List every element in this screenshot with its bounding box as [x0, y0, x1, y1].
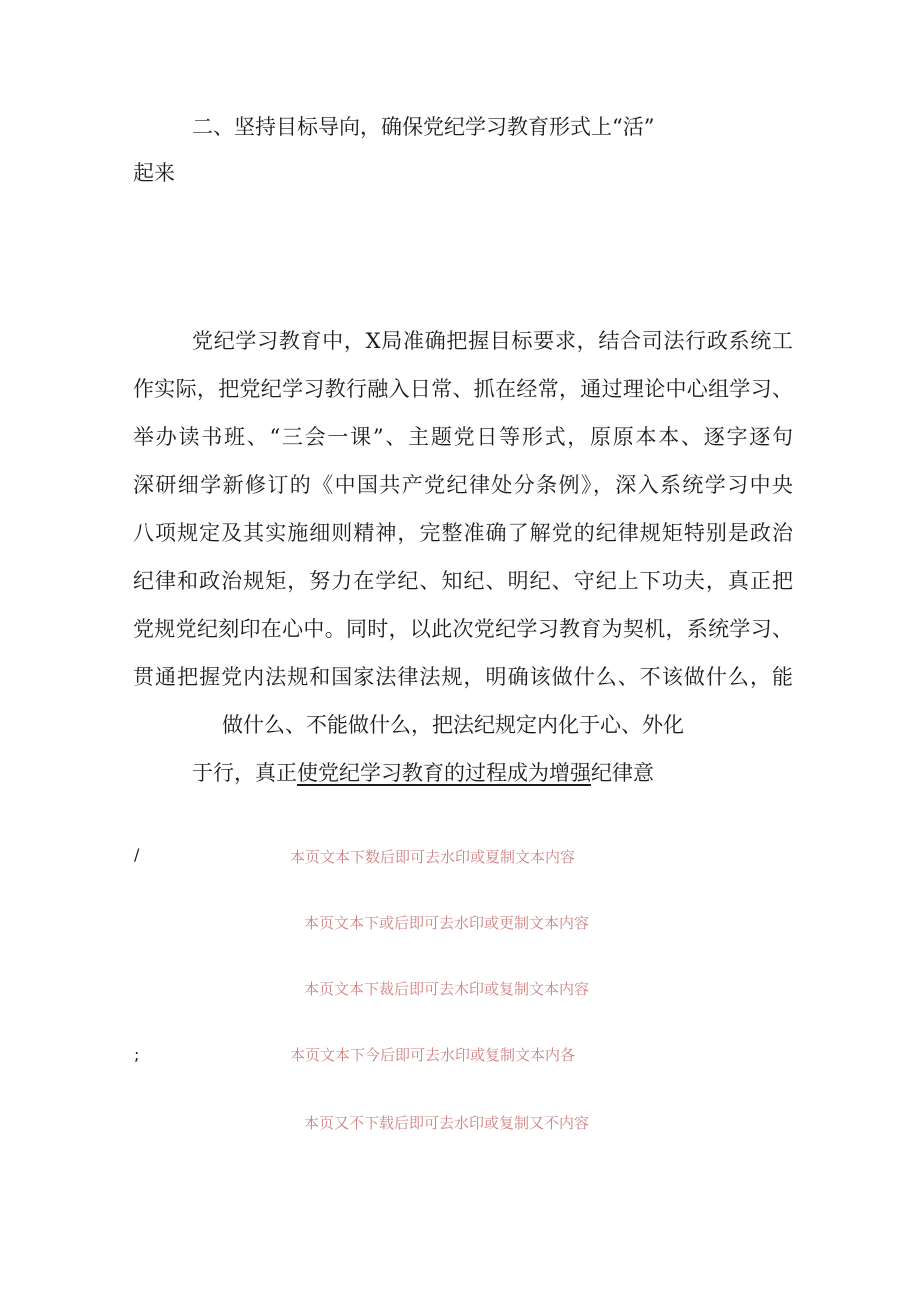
section-heading-line-2: 起来 [133, 161, 175, 185]
underlined-text: 使党纪学习教育的过程成为增强 [297, 761, 591, 785]
stray-semicolon-mark: ; [134, 1045, 140, 1064]
paragraph-line: 党规党纪刻印在心中。同时，以此次党纪学习教育为契机，系统学习、 [133, 617, 793, 641]
paragraph-line: 贯通把握党内法规和国家法律法规，明确该做什么、不该做什么，能 [133, 665, 793, 689]
watermark-notice: 本页文本下数后即可去水印或夏制文本内容 [290, 848, 576, 866]
watermark-notice: 本页文本下裁后即可去木印或复制文本内容 [304, 980, 590, 998]
paragraph-line: 做什么、不能做什么，把法纪规定内化于心、外化 [222, 713, 684, 737]
paragraph-line: 深研细学新修订的《中国共产党纪律处分条例》，深入系统学习中央 [133, 473, 793, 497]
paragraph-line: 党纪学习教育中，X局准确把握目标要求，结合司法行政系统工 [192, 329, 793, 353]
section-heading-line-1: 二、坚持目标导向，确保党纪学习教育形式上“活” [192, 115, 655, 139]
stray-slash-mark: / [134, 845, 140, 864]
paragraph-line: 举办读书班、“三会一课”、主题党日等形式，原原本本、逐字逐句 [133, 425, 793, 449]
paragraph-text: 纪律意 [591, 761, 654, 785]
paragraph-line: 作实际，把党纪学习教行融入日常、抓在经常，通过理论中心组学习、 [133, 377, 793, 401]
paragraph-line-last [192, 758, 654, 788]
paragraph-text: 于行，真正 [192, 761, 297, 785]
watermark-notice: 本页文本下今后即可去水印或复制文本内各 [290, 1046, 576, 1064]
paragraph-line: 八项规定及其实施细则精神，完整准确了解党的纪律规矩特别是政治 [133, 521, 793, 545]
paragraph-line: 纪律和政治规矩，努力在学纪、知纪、明纪、守纪上下功夫，真正把 [133, 569, 793, 593]
watermark-notice: 本页文本下或后即可去水印或更制文本内容 [304, 914, 590, 932]
watermark-notice: 本页又不下载后即可去水印或复制又不内容 [304, 1114, 590, 1132]
